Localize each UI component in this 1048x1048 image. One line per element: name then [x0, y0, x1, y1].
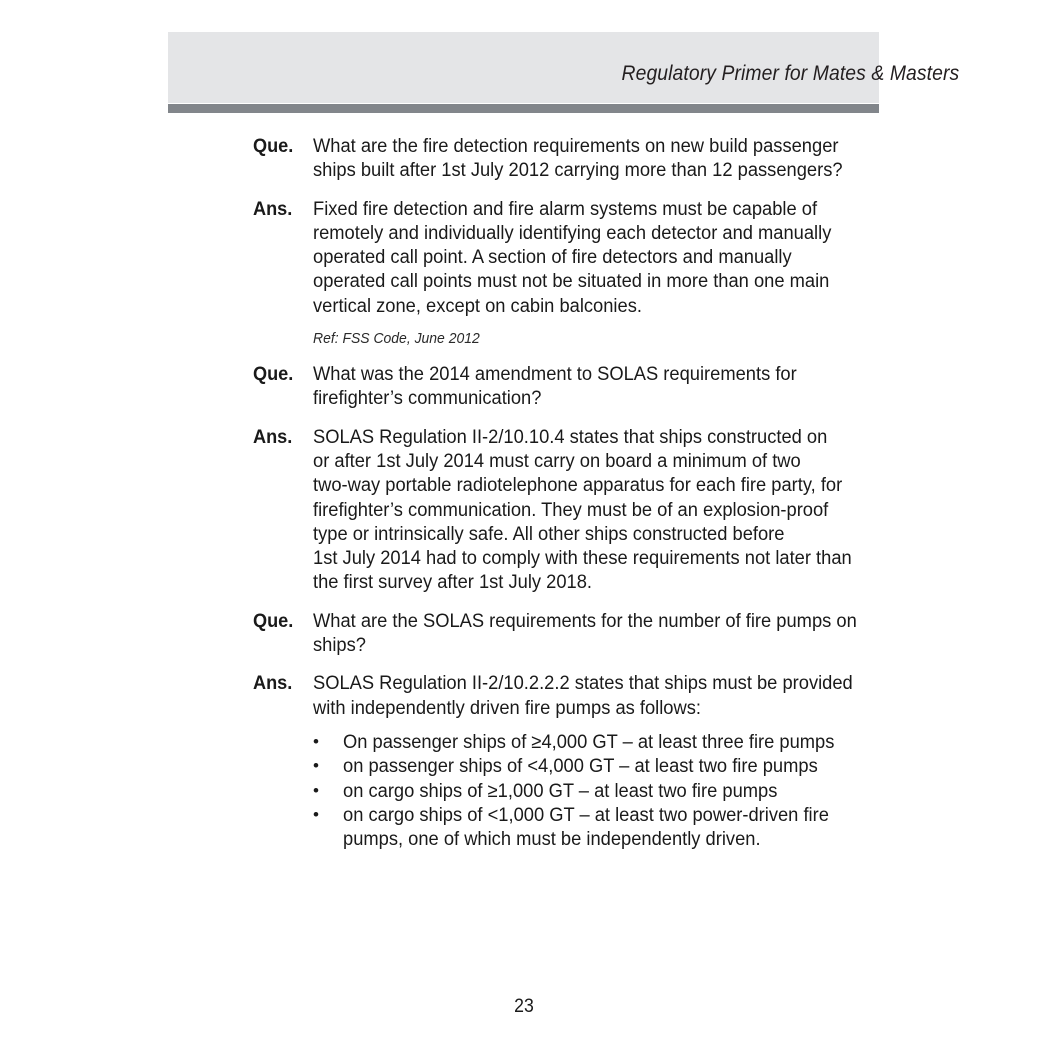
qa-row: [253, 134, 853, 183]
text-line: 1st July 2014 had to comply with these requirements not later than: [313, 547, 852, 570]
text-line: operated call point. A section of fire detectors and manually: [313, 246, 792, 269]
question-text: [313, 362, 818, 411]
answer-block: [253, 671, 853, 851]
text-line: firefighter’s communication. They must be of an explosion-proof: [313, 498, 829, 521]
answer-block: [253, 197, 853, 348]
qa-row: [253, 362, 853, 411]
text-line: On passenger ships of ≥4,000 GT – at least three fire pumps: [343, 730, 835, 753]
question-label: Que.: [253, 609, 294, 632]
text-line: SOLAS Regulation II-2/10.2.2.2 states that ships must be provided: [313, 672, 853, 695]
answer-text: [313, 425, 852, 595]
bullet-text: [343, 730, 834, 754]
text-line: Fixed fire detection and fire alarm systems must be capable of: [313, 197, 818, 220]
bullet-item: [313, 730, 853, 754]
bullet-item: [313, 754, 853, 778]
answer-block: [253, 425, 853, 595]
text-line: firefighter’s communication?: [313, 387, 542, 410]
qa-row: [253, 425, 853, 595]
bullet-item: [313, 779, 853, 803]
question-block: [253, 362, 853, 411]
question-block: [253, 609, 857, 658]
text-line: pumps, one of which must be independently driven.: [343, 828, 761, 851]
running-head-rule: [168, 104, 879, 113]
text-line: vertical zone, except on cabin balconies.: [313, 294, 642, 317]
text-line: the first survey after 1st July 2018.: [313, 571, 593, 594]
bullet-text: [343, 779, 820, 803]
text-line: operated call points must not be situated in more than one main: [313, 270, 830, 293]
qa-row: [253, 671, 853, 720]
text-line: What are the SOLAS requirements for the number of fire pumps on: [313, 609, 857, 632]
text-line: on passenger ships of <4,000 GT – at least two fire pumps: [343, 755, 818, 778]
answer-text: [313, 197, 831, 318]
text-line: What are the fire detection requirements on new build passenger: [313, 135, 839, 157]
question-label: Que.: [253, 363, 294, 386]
text-line: on cargo ships of ≥1,000 GT – at least two fire pumps: [343, 779, 778, 802]
text-line: ships?: [313, 634, 366, 657]
question-block: [253, 134, 853, 183]
text-line: remotely and individually identifying each detector and manually: [313, 221, 832, 244]
page-number: 23: [514, 996, 534, 1017]
bullet-marker-icon: •: [313, 756, 319, 776]
text-line: What was the 2014 amendment to SOLAS requirements for: [313, 363, 797, 386]
bullet-list: [313, 730, 853, 851]
qa-row: [253, 197, 853, 318]
bullet-marker-icon: •: [313, 731, 319, 751]
answer-label: Ans.: [253, 197, 293, 220]
text-line: or after 1st July 2014 must carry on board a minimum of two: [313, 449, 801, 472]
question-text: [313, 134, 843, 183]
reference-line: Ref: FSS Code, June 2012: [313, 330, 480, 348]
bullet-text: [343, 803, 829, 852]
body-text-column: [253, 134, 857, 851]
bullet-item: [313, 803, 853, 852]
question-label: Que.: [253, 135, 294, 157]
answer-label: Ans.: [253, 672, 293, 695]
text-line: two-way portable radiotelephone apparatus for each fire party, for: [313, 474, 843, 497]
qa-row: [253, 609, 857, 658]
text-line: with independently driven fire pumps as follows:: [313, 696, 701, 719]
text-line: on cargo ships of <1,000 GT – at least two power-driven fire: [343, 803, 829, 826]
text-line: SOLAS Regulation II-2/10.10.4 states that ships constructed on: [313, 425, 828, 448]
answer-label: Ans.: [253, 425, 293, 448]
bullet-marker-icon: •: [313, 780, 319, 800]
bullet-text: [343, 754, 820, 778]
text-line: type or intrinsically safe. All other ships constructed before: [313, 522, 785, 545]
text-line: ships built after 1st July 2012 carrying more than 12 passengers?: [313, 159, 843, 182]
running-head-title: Regulatory Primer for Mates & Masters: [621, 61, 959, 85]
bullet-marker-icon: •: [313, 804, 319, 824]
question-text: [313, 609, 857, 658]
answer-text: [313, 671, 853, 720]
